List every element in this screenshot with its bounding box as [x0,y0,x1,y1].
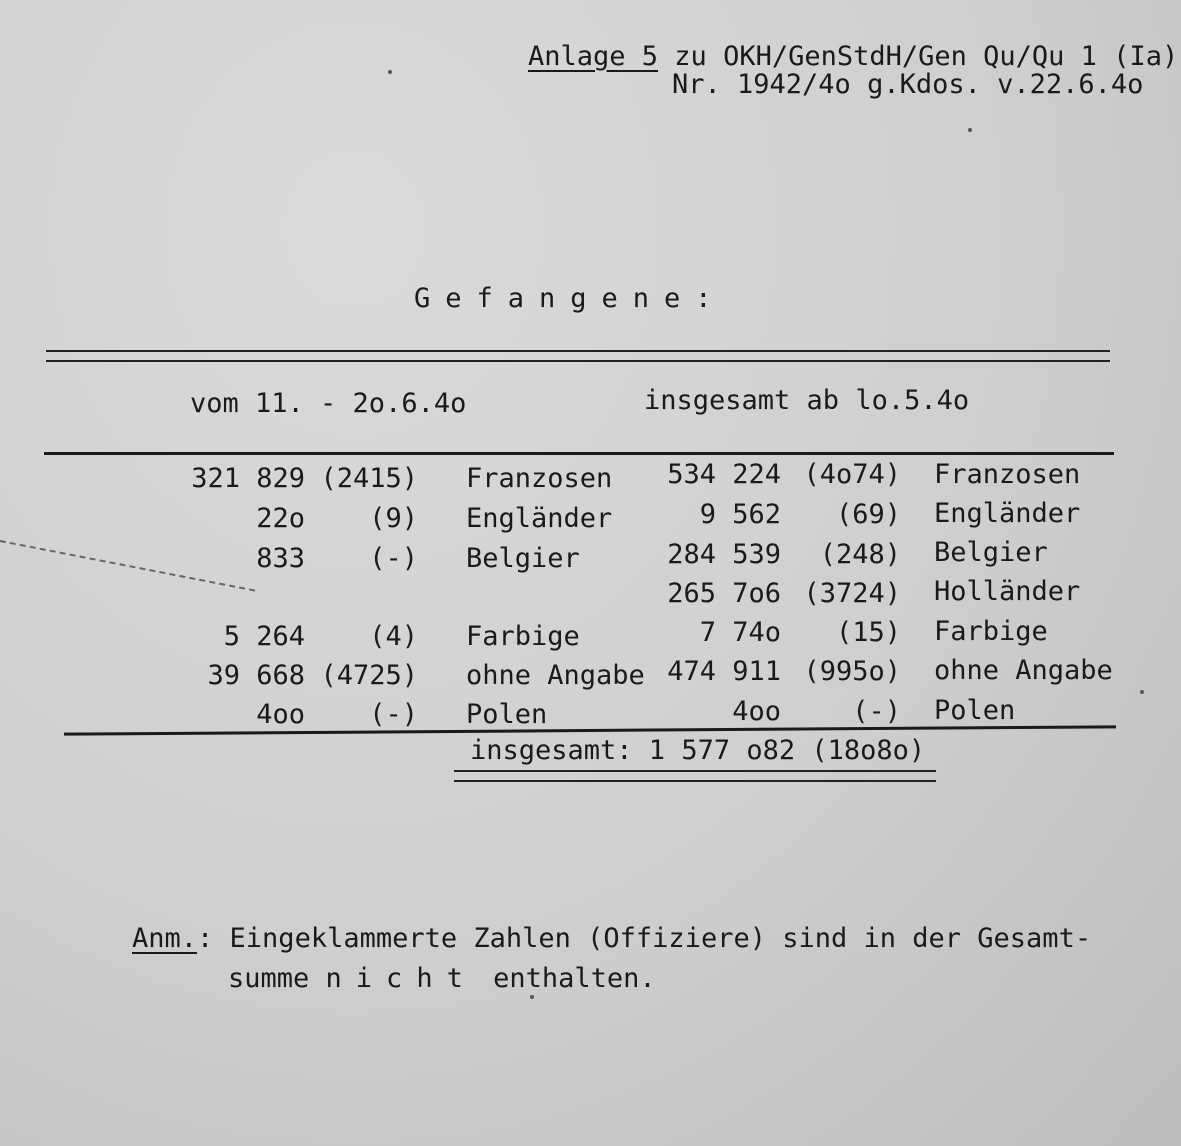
left-count: 22o [256,503,305,534]
pencil-mark [0,540,255,592]
right-count: 284 539 [667,539,781,570]
right-nationality: ohne Angabe [934,655,1113,686]
right-count: 474 911 [667,656,781,687]
footnote-summe: summe [228,963,326,994]
left-officers: (4) [369,621,418,652]
right-nationality: Belgier [934,537,1048,568]
heading-rule [44,452,1114,455]
double-rule-top [46,350,1110,362]
right-officers: (4o74) [803,459,901,490]
right-count: 7 74o [699,617,781,648]
left-nationality: Belgier [466,543,580,574]
right-officers: (995o) [803,656,901,687]
right-nationality: Farbige [934,616,1048,647]
footnote-enthalten: enthalten. [476,963,656,994]
footnote-line-1 [132,924,1091,954]
left-nationality: ohne Angabe [466,660,645,691]
left-nationality: Polen [466,699,548,730]
left-count: 39 668 [207,660,305,691]
header-line-2: Nr. 1942/4o g.Kdos. v.22.6.4o [672,69,1144,100]
speck [1140,690,1144,694]
grand-total: insgesamt: 1 577 o82 (18o8o) [470,735,926,766]
speck [968,128,972,132]
right-count: 9 562 [699,499,781,530]
right-officers: (3724) [803,578,901,609]
double-rule-total [454,770,936,782]
footnote-line-2 [228,964,656,994]
left-count: 5 264 [223,621,305,652]
right-count: 534 224 [667,459,781,490]
left-officers: (-) [369,543,418,574]
left-nationality: Farbige [466,621,580,652]
right-officers: (69) [835,499,901,530]
footnote-text: : Eingeklammerte Zahlen (Offiziere) sind in der Gesamt- [197,923,1092,954]
right-count: 265 7o6 [667,578,781,609]
left-count: 321 829 [191,463,305,494]
left-count: 833 [256,543,305,574]
left-officers: (9) [369,503,418,534]
header-anlage: Anlage 5 [528,41,659,72]
left-officers: (-) [369,699,418,730]
column-heading-period: vom 11. - 2o.6.4o [190,388,467,419]
left-nationality: Engländer [466,503,613,534]
right-officers: (248) [819,539,901,570]
speck [388,70,392,74]
document-title: Gefangene: [414,283,727,314]
left-nationality: Franzosen [466,463,613,494]
right-officers: (15) [835,617,901,648]
header-reference: zu OKH/GenStdH/Gen Qu/Qu 1 (Ia) [658,41,1179,72]
right-officers: (-) [852,696,901,727]
header-line-1 [528,42,1178,72]
footnote-nicht: nicht [325,963,477,994]
speck [530,995,534,999]
right-nationality: Holländer [934,576,1081,607]
right-nationality: Franzosen [934,459,1081,490]
left-officers: (4725) [320,660,418,691]
left-count: 4oo [256,699,305,730]
column-heading-total: insgesamt ab lo.5.4o [644,385,970,416]
footnote-label: Anm. [132,923,198,954]
right-count: 4oo [732,696,781,727]
right-nationality: Polen [934,695,1016,726]
right-nationality: Engländer [934,498,1081,529]
left-officers: (2415) [320,463,418,494]
